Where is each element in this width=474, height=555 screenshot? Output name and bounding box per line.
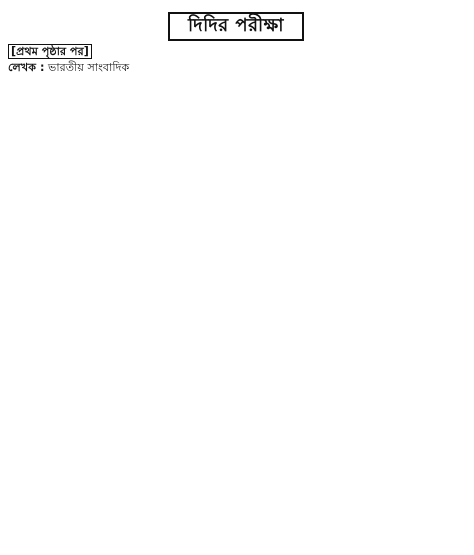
byline-value: ভারতীয় সাংবাদিক bbox=[47, 60, 130, 74]
title-wrap bbox=[8, 12, 464, 40]
continued-label: [প্রথম পৃষ্ঠার পর] bbox=[8, 44, 92, 59]
top-strip bbox=[8, 0, 464, 10]
article-body bbox=[8, 44, 464, 76]
byline-label: লেখক : bbox=[8, 60, 45, 74]
article-paragraph-1 bbox=[8, 44, 464, 60]
article-title: দিদির পরীক্ষা bbox=[168, 12, 304, 41]
article-paragraph-4 bbox=[8, 60, 464, 76]
